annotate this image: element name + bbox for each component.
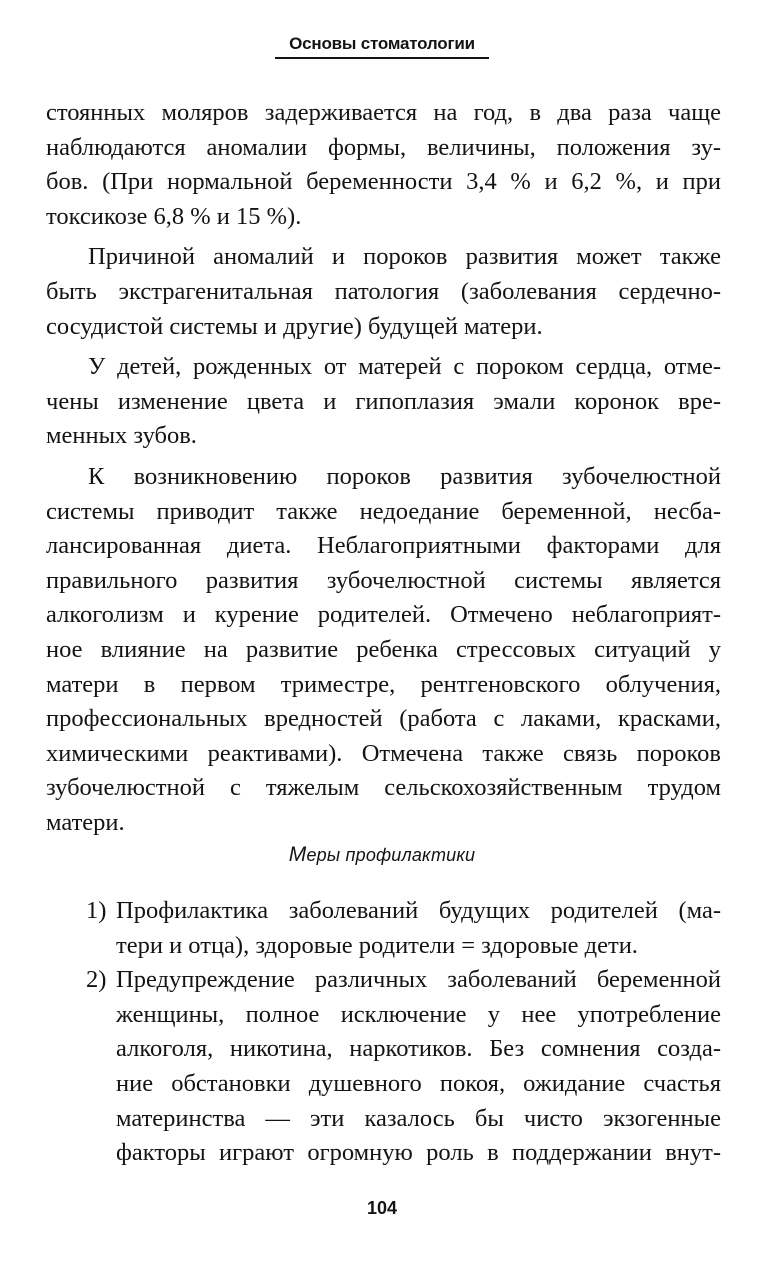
text-line: бов. (При нормальной беременности 3,4 % и 6,2 %, и при [46, 168, 721, 196]
paragraph [46, 350, 721, 454]
text-line: химическими реактивами). Отмечена также связь пороков [46, 739, 721, 767]
text-line: лансированная диета. Неблагоприятными факторами для [46, 532, 721, 560]
text-line: системы приводит также недоедание беременной, несба- [46, 497, 721, 525]
text-line: матери в первом триместре, рентгеновского облучения, [46, 670, 721, 698]
running-head-title: Основы стоматологии [275, 34, 489, 59]
text-line: сосудистой системы и другие) будущей матери. [46, 312, 543, 340]
text-line: правильного развития зубочелюстной системы является [46, 566, 721, 594]
paragraph [46, 240, 721, 344]
text-line: чены изменение цвета и гипоплазия эмали коронок вре- [46, 387, 721, 415]
body-text [46, 96, 721, 840]
text-line: зубочелюстной с тяжелым сельскохозяйственным трудом [46, 774, 721, 802]
text-line: факторы играют огромную роль в поддержании внут- [116, 1139, 721, 1167]
paragraph [46, 96, 721, 234]
section-heading [0, 843, 764, 867]
text-line: токсикозе 6,8 % и 15 %). [46, 202, 302, 230]
text-line: наблюдаются аномалии формы, величины, положения зу- [46, 133, 721, 161]
text-line: К возникновению пороков развития зубочелюстной [88, 462, 721, 490]
page-number: 104 [366, 1198, 398, 1218]
text-line: материнства — эти казалось бы чисто экзогенные [116, 1104, 721, 1132]
text-line: менных зубов. [46, 422, 197, 450]
list-item-number: 2) [86, 966, 107, 994]
section-heading-initial: М [288, 843, 307, 866]
text-line: стоянных моляров задерживается на год, в два раза чаще [46, 99, 721, 126]
text-line: профессиональных вредностей (работа с лаками, красками, [46, 705, 721, 733]
text-line: матери. [46, 808, 125, 836]
section-heading-rest: еры профилактики [306, 845, 476, 865]
text-line: Причиной аномалий и пороков развития может также [88, 243, 721, 271]
text-line: ное влияние на развитие ребенка стрессовых ситуаций у [46, 635, 721, 663]
running-head [0, 34, 764, 59]
text-line: быть экстрагенитальная патология (заболевания сердечно- [46, 277, 721, 305]
list-item [86, 963, 721, 1171]
text-line: Профилактика заболеваний будущих родителей (ма- [116, 897, 721, 924]
text-line: ние обстановки душевного покоя, ожидание счастья [116, 1069, 721, 1097]
text-line: У детей, рожденных от матерей с пороком сердца, отме- [88, 353, 721, 381]
list-item [86, 894, 721, 963]
text-line: Предупреждение различных заболеваний беременной [116, 966, 721, 994]
text-line: женщины, полное исключение у нее употребление [116, 1000, 721, 1028]
list-item-number: 1) [86, 897, 107, 924]
paragraph [46, 460, 721, 841]
text-line: тери и отца), здоровые родители = здоровые дети. [116, 931, 638, 959]
text-line: алкоголя, никотина, наркотиков. Без сомнения созда- [116, 1035, 721, 1063]
text-line: алкоголизм и курение родителей. Отмечено неблагоприят- [46, 601, 721, 629]
prevention-list [86, 894, 721, 1171]
